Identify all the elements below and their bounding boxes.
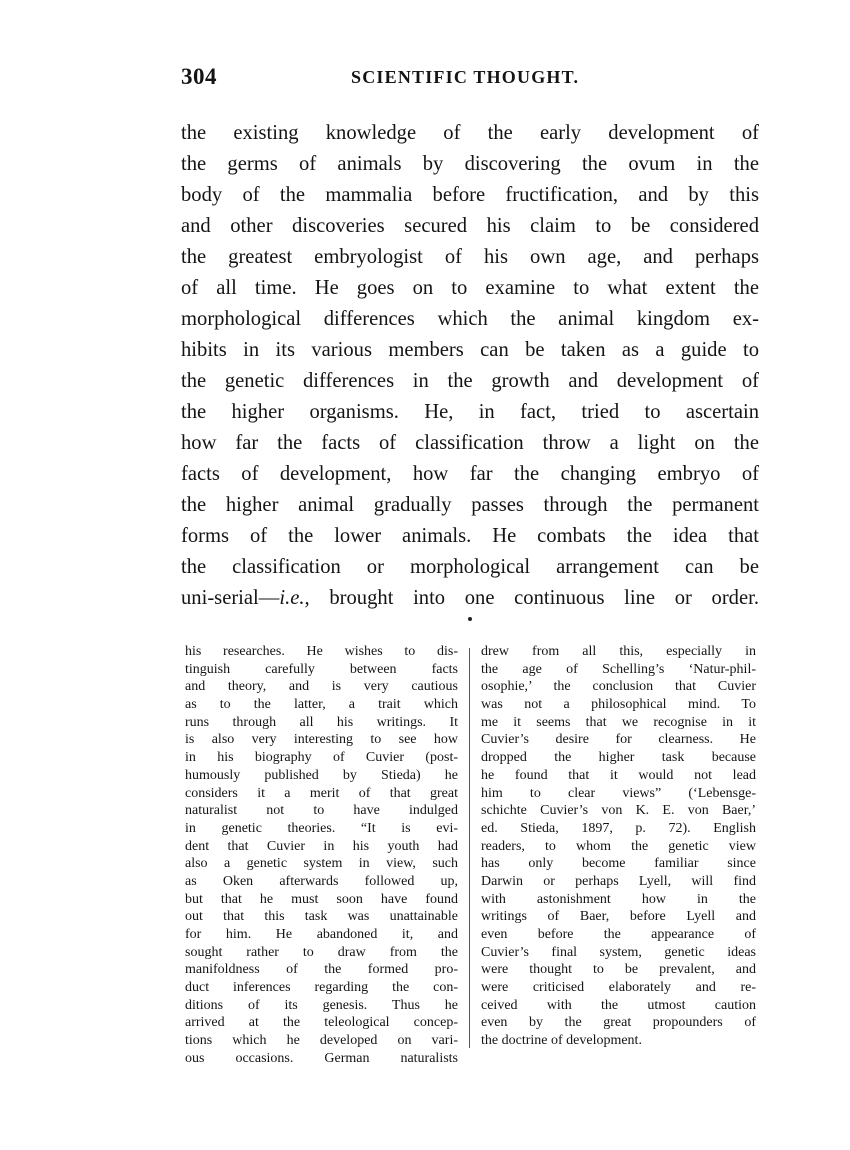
footnote-column-left <box>185 643 458 1068</box>
text-line: ditions of its genesis. Thus he <box>185 997 458 1013</box>
text-line: dent that Cuvier in his youth had <box>185 838 458 854</box>
text-line: Cuvier’s final system, genetic ideas <box>481 944 756 960</box>
text-line: were thought to be prevalent, and <box>481 962 756 978</box>
text-line: ed. Stieda, 1897, p. 72). English <box>481 820 756 836</box>
text-line: also a genetic system in view, such <box>185 856 458 872</box>
text-line: manifoldness of the formed pro- <box>185 962 458 978</box>
text-line: were criticised elaborately and re- <box>481 980 756 996</box>
text-line: Darwin or perhaps Lyell, will find <box>481 873 756 889</box>
text-line: readers, to whom the genetic view <box>481 838 756 854</box>
text-line: osophie,’ the conclusion that Cuvier <box>481 679 756 695</box>
text-line: for him. He abandoned it, and <box>185 927 458 942</box>
text-line: out that this task was unattainable <box>185 909 458 925</box>
text-line: tinguish carefully between facts <box>185 661 458 677</box>
text-line: writings of Baer, before Lyell and <box>481 909 756 925</box>
text-line: him to clear views” (‘Lebensge- <box>481 785 756 801</box>
text-line: even before the appearance of <box>481 927 756 942</box>
text-line: but that he must soon have found <box>185 891 458 907</box>
text-line: with astonishment how in the <box>481 891 756 907</box>
text-line: as Oken afterwards followed up, <box>185 873 458 889</box>
text-line: is also very interesting to see how <box>185 732 458 748</box>
text-line: the doctrine of development. <box>481 1033 642 1049</box>
text-line: morphological differences which the animal kingdom ex- <box>181 308 759 330</box>
text-line: and theory, and is very cautious <box>185 679 458 695</box>
text-line: how far the facts of classification throw a light on the <box>181 432 759 454</box>
text-line: naturalist not to have indulged <box>185 803 458 819</box>
text-line: me it seems that we recognise in it <box>481 714 756 730</box>
text-line: his researches. He wishes to dis- <box>185 644 458 659</box>
main-body-text <box>181 118 759 614</box>
page-header <box>181 64 759 94</box>
text-line: uni-serial—i.e., brought into one continuous line or order. <box>181 587 759 609</box>
text-line: considers it a merit of that great <box>185 785 458 801</box>
text-line: duct inferences regarding the con- <box>185 980 458 996</box>
text-line: drew from all this, especially in <box>481 644 756 659</box>
text-line: Cuvier’s desire for clearness. He <box>481 732 756 748</box>
text-line: sought rather to draw from the <box>185 944 458 960</box>
footnote-separator-dot <box>468 617 472 621</box>
text-line: as to the latter, a trait which <box>185 697 458 713</box>
text-line: the genetic differences in the growth and development of <box>181 370 759 392</box>
text-line: tions which he developed on vari- <box>185 1033 458 1049</box>
text-line: schichte Cuvier’s von K. E. von Baer,’ <box>481 803 756 819</box>
text-line: he found that it would not lead <box>481 767 756 783</box>
text-line: the age of Schelling’s ‘Natur-phil- <box>481 661 756 677</box>
text-line: even by the great propounders of <box>481 1015 756 1031</box>
text-line: runs through all his writings. It <box>185 714 458 730</box>
text-line: ceived with the utmost caution <box>481 997 756 1013</box>
text-line: in his biography of Cuvier (post- <box>185 750 458 766</box>
text-line: facts of development, how far the changing embryo of <box>181 463 759 485</box>
text-line: forms of the lower animals. He combats the idea that <box>181 525 759 547</box>
page-number: 304 <box>181 64 217 89</box>
text-line: humously published by Stieda) he <box>185 767 458 783</box>
text-line: the higher animal gradually passes through the permanent <box>181 494 759 516</box>
text-line: the germs of animals by discovering the ovum in the <box>181 153 759 175</box>
text-line: the greatest embryologist of his own age, and perhaps <box>181 246 759 268</box>
text-line: was not a philosophical mind. To <box>481 697 756 713</box>
text-line: the higher organisms. He, in fact, tried to ascertain <box>181 401 759 423</box>
column-divider <box>469 648 470 1048</box>
text-line: arrived at the teleological concep- <box>185 1015 458 1031</box>
text-line: in genetic theories. “It is evi- <box>185 820 458 836</box>
text-line: dropped the higher task because <box>481 750 756 766</box>
footnote-column-right <box>481 643 756 1050</box>
text-line: of all time. He goes on to examine to what extent the <box>181 277 759 299</box>
text-line: and other discoveries secured his claim to be considered <box>181 215 759 237</box>
text-line: ous occasions. German naturalists <box>185 1050 458 1066</box>
text-line: hibits in its various members can be taken as a guide to <box>181 339 759 361</box>
text-line: the existing knowledge of the early development of <box>181 122 759 144</box>
text-line: has only become familiar since <box>481 856 756 872</box>
text-line: the classification or morphological arrangement can be <box>181 556 759 578</box>
running-head: SCIENTIFIC THOUGHT. <box>351 67 580 87</box>
text-line: body of the mammalia before fructification, and by this <box>181 184 759 206</box>
